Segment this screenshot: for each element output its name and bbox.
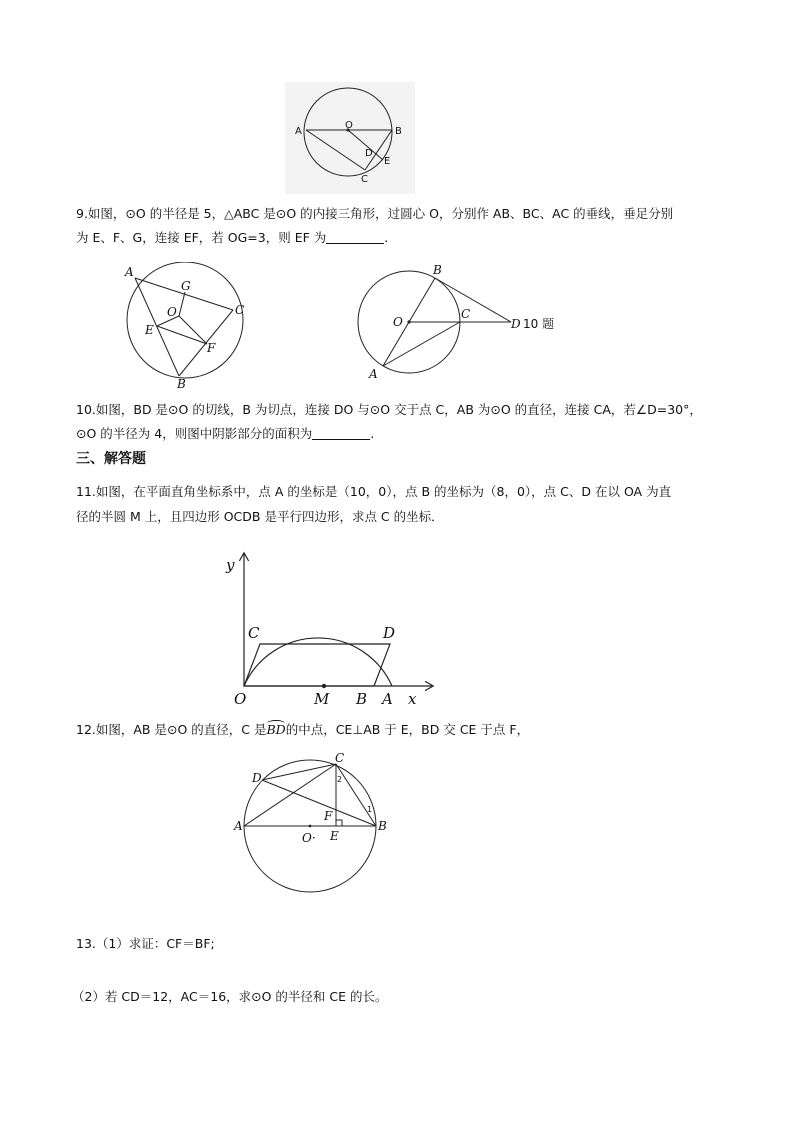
q12-text-pre: 12.如图，AB 是⊙O 的直径，C 是 <box>76 722 267 737</box>
label-O: O <box>345 120 353 131</box>
label-A: A <box>234 819 243 833</box>
figure-top-circle <box>285 82 415 194</box>
q12-text-post: 的中点，CE⊥AB 于 E，BD 交 CE 于点 F， <box>285 722 530 737</box>
label-A: A <box>369 367 378 381</box>
figure-q12-svg <box>232 750 400 898</box>
label-D: D <box>383 624 396 642</box>
label-B: B <box>433 263 442 277</box>
label-B: B <box>395 126 402 137</box>
label-E: E <box>330 829 339 843</box>
figure-q10-svg <box>355 262 565 382</box>
angle-label-2: 2 <box>337 775 343 784</box>
answer-blank <box>312 427 370 440</box>
label-D: D <box>511 317 521 331</box>
q10-line1: 10.如图，BD 是⊙O 的切线，B 为切点，连接 DO 与⊙O 交于点 C，AB 为⊙O 的直径，连接 CA，若∠D=30°， <box>76 402 702 417</box>
q11-line2: 径的半圆 M 上，且四边形 OCDB 是平行四边形，求点 C 的坐标． <box>76 509 444 524</box>
q10-line2-end: . <box>370 426 375 441</box>
q9-line2-end: . <box>384 230 389 245</box>
q10-line2-text: ⊙O 的半径为 4，则图中阴影部分的面积为 <box>76 426 313 441</box>
label-F: F <box>207 341 216 355</box>
answer-blank <box>326 231 384 244</box>
label-O: O <box>167 305 177 319</box>
figure-q9-svg <box>115 262 255 390</box>
label-B: B <box>356 690 368 708</box>
q10-line2 <box>76 426 374 442</box>
label-E: E <box>384 156 391 167</box>
label-F: F <box>324 809 333 823</box>
label-A: A <box>295 126 302 137</box>
section-title: 三、解答题 <box>76 451 146 467</box>
q11-line1: 11.如图，在平面直角坐标系中，点 A 的坐标是（10，0），点 B 的坐标为（8，0），点 C、D 在以 OA 为直 <box>76 484 672 499</box>
label-B: B <box>177 377 186 390</box>
label-D: D <box>365 148 373 159</box>
label-G: G <box>181 279 191 293</box>
label-B: B <box>378 819 387 833</box>
figure-caption: 10 题 <box>523 317 555 331</box>
label-C: C <box>361 174 368 185</box>
label-C: C <box>235 303 245 317</box>
arc-BD: BD <box>266 722 286 737</box>
label-O: O <box>234 690 247 708</box>
label-O: O <box>393 315 403 329</box>
q9-line2-text: 为 E、F、G，连接 EF，若 OG=3，则 EF 为 <box>76 230 327 245</box>
label-A: A <box>382 690 393 708</box>
label-M: M <box>314 690 330 708</box>
label-O: O· <box>302 831 316 845</box>
q13-part1: 13.（1）求证：CF＝BF; <box>76 936 215 951</box>
q12-line <box>76 722 529 738</box>
label-A: A <box>125 265 134 279</box>
q13-part2: （2）若 CD＝12，AC＝16，求⊙O 的半径和 CE 的长。 <box>72 989 388 1004</box>
figure-top-svg <box>285 82 415 194</box>
figure-q9 <box>115 262 255 390</box>
label-C: C <box>461 307 471 321</box>
q9-line2 <box>76 230 388 246</box>
figure-q12 <box>232 750 400 898</box>
label-E: E <box>145 323 154 337</box>
q9-line1: 9.如图，⊙O 的半径是 5，△ABC 是⊙O 的内接三角形，过圆心 O，分别作 AB、BC、AC 的垂线，垂足分别 <box>76 206 674 221</box>
label-x: x <box>408 690 417 708</box>
figure-q10 <box>355 262 565 382</box>
label-D: D <box>252 771 262 785</box>
label-y: y <box>226 556 235 574</box>
label-C: C <box>248 624 260 642</box>
label-C: C <box>335 751 345 765</box>
figure-q11-svg <box>218 548 438 710</box>
figure-q11 <box>218 548 438 710</box>
angle-label-1: 1 <box>367 805 373 814</box>
